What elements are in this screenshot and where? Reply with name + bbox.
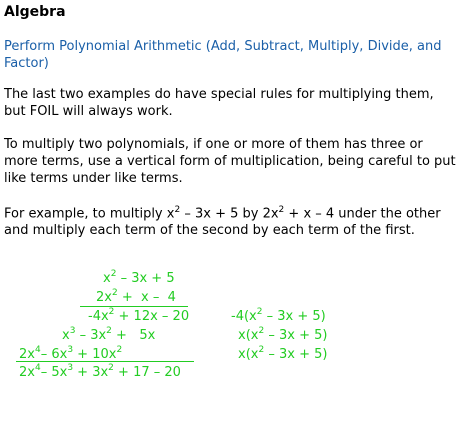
- paragraph-foil-note: The last two examples do have special rules for multiplying them, but FOIL will always work.: [4, 87, 434, 119]
- example-exponent-1: 2: [174, 205, 181, 215]
- example-rest-text: + x – 4 under the other and multiply each term of the second by each term of the first.: [4, 206, 441, 239]
- example-intro-text: For example, to multiply x: [4, 206, 175, 222]
- section-subtitle: Perform Polynomial Arithmetic (Add, Subtract, Multiply, Divide, and Factor): [4, 39, 442, 71]
- example-exponent-2: 2: [278, 205, 285, 215]
- paragraph-vertical-method: To multiply two polynomials, if one or more of them has three or more terms, use a vertical form of multiplication, being careful to put like terms under like terms.: [4, 137, 456, 186]
- work-line-partial-1: $-4x^2 + 12x - 20$: [88, 306, 190, 324]
- page-title: Algebra: [4, 4, 66, 20]
- work-line-partial-2: $x^3 - 3x^2 + 5x$: [62, 325, 156, 343]
- work-line-partial-3: $2x^4-$ $6x^3 + 10x^2$: [19, 344, 123, 362]
- example-mid-text: – 3x + 5 by 2x: [180, 206, 279, 222]
- work-line-result: $2x^4-$ $5x^3 + 3x^2 + 17 - 20$: [19, 362, 181, 380]
- work-side-note-1: $-4(x^2 - 3x + 5)$: [231, 306, 326, 324]
- work-rule-2: [16, 361, 194, 362]
- work-line-multiplier: $2x^2 + x - 4$: [96, 287, 176, 305]
- work-rule-1: [80, 306, 188, 307]
- work-side-note-2: $x(x^2 - 3x + 5)$: [238, 325, 328, 343]
- work-line-multiplicand: $x^2 - 3x + 5$: [103, 268, 175, 286]
- work-side-note-3: $x(x^2 - 3x + 5)$: [238, 344, 328, 362]
- paragraph-example: [4, 202, 456, 239]
